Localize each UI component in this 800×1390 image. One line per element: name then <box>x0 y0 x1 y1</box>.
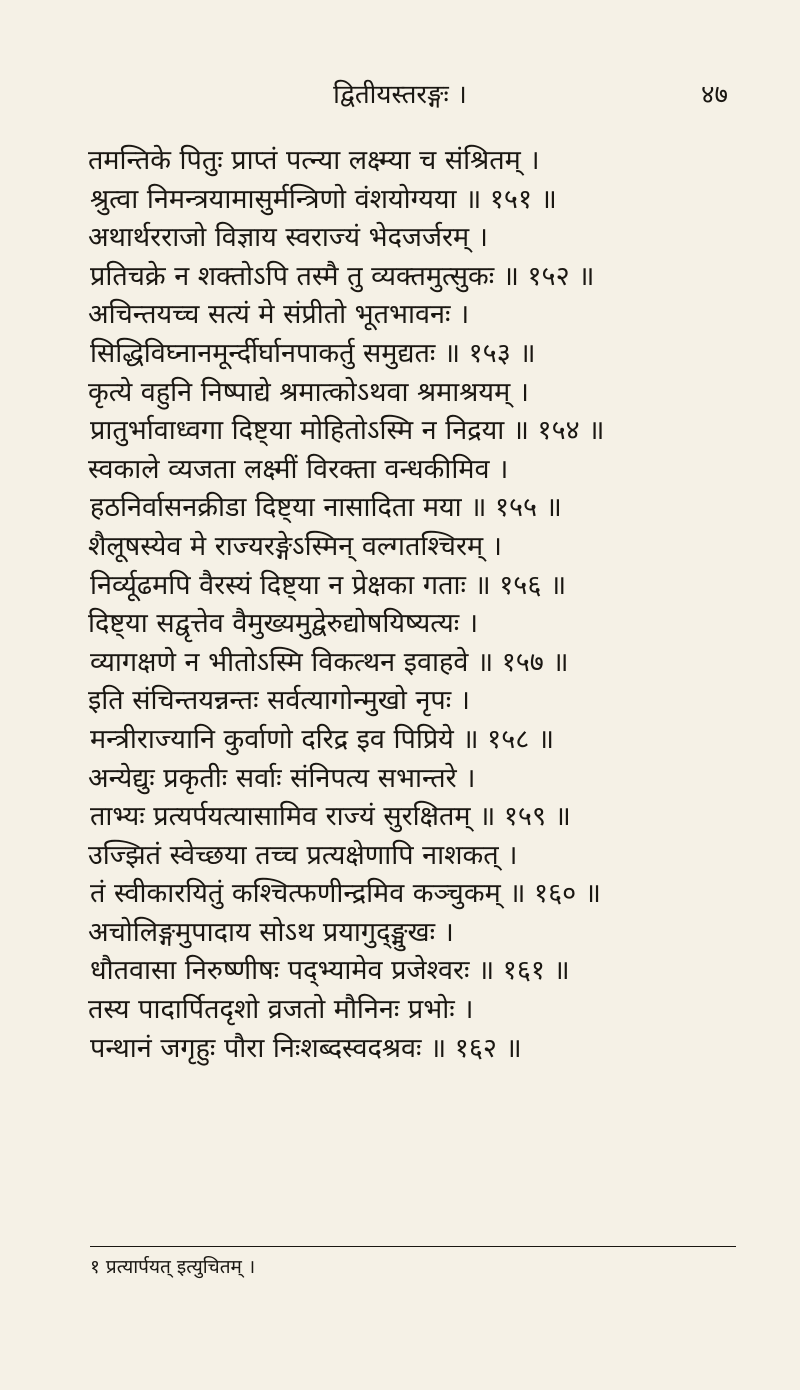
verse-153-line-2: सिद्धिविघ्नानमूर्न्दीर्घानपाकर्तु समुद्यतः ॥ १५३ ॥ <box>90 337 536 369</box>
verse-160-line-1: उज्झितं स्वेच्छया तच्च प्रत्यक्षेणापि नाशकत् । <box>88 839 518 871</box>
verse-155-line-2: हठनिर्वासनक्रीडा दिष्ट्या नासादिता मया ॥ १५५ ॥ <box>90 492 562 524</box>
chapter-title: द्वितीयस्तरङ्गः । <box>333 80 467 110</box>
verse-160-line-2: तं स्वीकारयितुं कश्चित्फणीन्द्रमिव कञ्चुकम् ॥ १६० ॥ <box>90 878 601 910</box>
footnote: १ प्रत्यार्पयत् इत्युचितम् । <box>90 1256 256 1278</box>
verse-162-line-1: तस्य पादार्पितदृशो व्रजतो मौनिनः प्रभोः । <box>88 994 474 1026</box>
verse-151-line-1: तमन्तिके पितुः प्राप्तं पत्न्या लक्ष्म्या च संश्रितम् । <box>88 145 540 176</box>
verse-154-line-1: कृत्ये वहुनि निष्पाद्ये श्रमात्कोऽथवा श्रमाश्रयम् । <box>88 376 530 408</box>
verse-block <box>88 142 748 1068</box>
verse-158-line-1: इति संचिन्तयन्नन्तः सर्वत्यागोन्मुखो नृपः । <box>88 685 471 717</box>
verse-152-line-2: प्रतिचक्रे न शक्तोऽपि तस्मै तु व्यक्तमुत्सुकः ॥ १५२ ॥ <box>90 260 595 292</box>
verse-156-line-2: निर्व्यूढमपि वैरस्यं दिष्ट्या न प्रेक्षका गताः ॥ १५६ ॥ <box>90 569 567 601</box>
verse-161-line-2: धौतवासा निरुष्णीषः पद्भ्यामेव प्रजेश्वरः ॥ १६१ ॥ <box>90 955 570 987</box>
verse-154-line-2: प्रातुर्भावाध्वगा दिष्ट्या मोहितोऽस्मि न निद्रया ॥ १५४ ॥ <box>90 415 605 447</box>
verse-155-line-1: स्वकाले व्यजता लक्ष्मीं विरक्ता वन्धकीमिव । <box>88 453 509 485</box>
footnote-divider <box>90 1246 736 1247</box>
verse-153-line-1: अचिन्तयच्च सत्यं मे संप्रीतो भूतभावनः । <box>88 299 470 331</box>
verse-156-line-1: शैलूषस्येव मे राज्यरङ्गेऽस्मिन् वल्गतश्चिरम् । <box>88 530 502 562</box>
verse-162-line-2: पन्थानं जगृहुः पौरा निःशब्दस्वदश्रवः ॥ १६२ ॥ <box>90 1032 522 1064</box>
verse-152-line-1: अथार्थरराजो विज्ञाय स्वराज्यं भेदजर्जरम् । <box>88 222 488 254</box>
verse-161-line-1: अचोलिङ्गमुपादाय सोऽथ प्रयागुद्ङ्मुखः । <box>88 916 454 948</box>
verse-157-line-1: दिष्ट्या सद्वृत्तेव वैमुख्यमुद्वेरुद्योषयिष्यत्यः । <box>88 608 479 640</box>
verse-159-line-2: ताभ्यः प्रत्यर्पयत्यासामिव राज्यं सुरक्षितम् ॥ १५९ ॥ <box>90 801 571 833</box>
verse-159-line-1: अन्येद्युः प्रकृतीः सर्वाः संनिपत्य सभान्तरे । <box>88 762 476 794</box>
running-head <box>0 78 800 112</box>
page-number: ४७ <box>700 80 728 110</box>
verse-157-line-2: व्यागक्षणे न भीतोऽस्मि विकत्थन इवाहवे ॥ १५७ ॥ <box>90 646 569 678</box>
verse-151-line-2: श्रुत्वा निमन्त्रयामासुर्मन्त्रिणो वंशयोग्यया ॥ १५१ ॥ <box>90 183 557 215</box>
verse-158-line-2: मन्त्रीराज्यानि कुर्वाणो दरिद्र इव पिप्रिये ॥ १५८ ॥ <box>90 723 555 755</box>
